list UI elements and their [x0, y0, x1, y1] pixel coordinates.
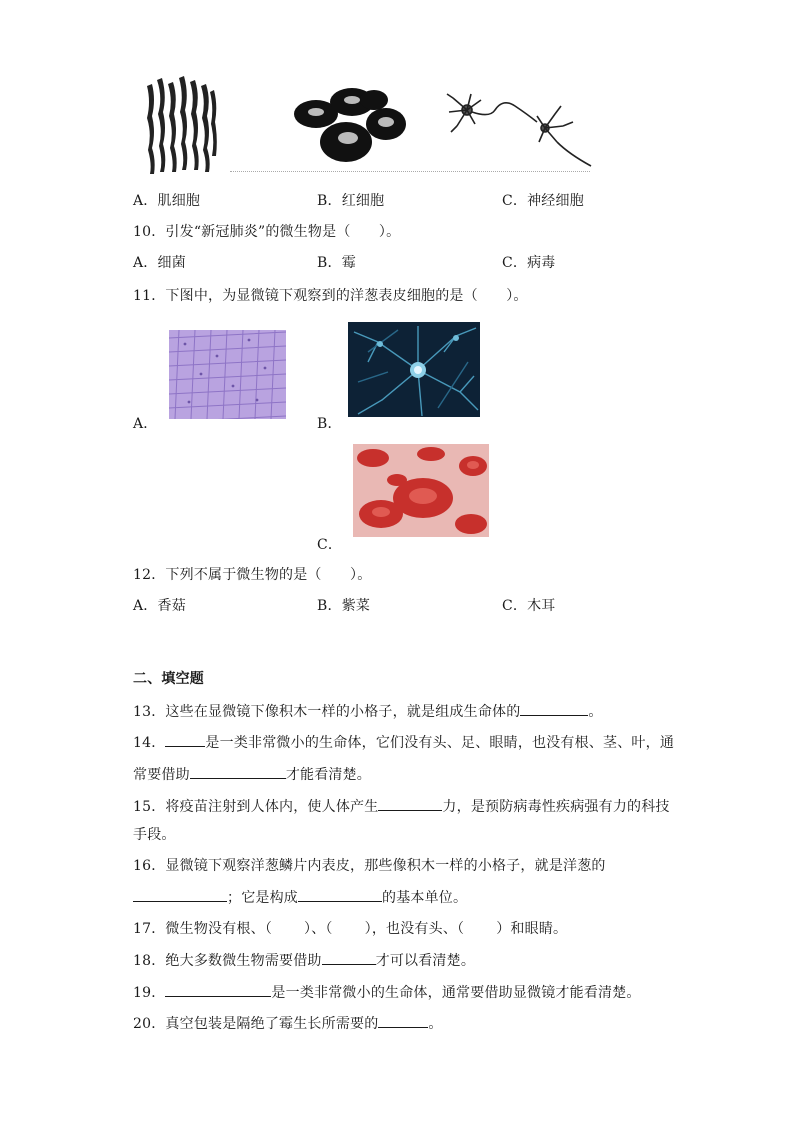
q18-text-2: 才可以看清楚。 [375, 953, 476, 969]
q17-text-2: ）、（ [304, 921, 333, 937]
q11-stem: 11．下图中，为显微镜下观察到的洋葱表皮细胞的是（ ）。 [133, 288, 528, 304]
q15-text-2: 力，是预防病毒性疾病强有力的科技 [442, 799, 670, 815]
q9-option-c: C．神经细胞 [502, 193, 584, 209]
q19-number: 19． [133, 985, 166, 1001]
q19 [133, 982, 641, 1003]
onion-cell-image [169, 330, 286, 419]
q17 [133, 919, 567, 939]
q14-blank-2[interactable] [190, 764, 286, 779]
nerve-cell-image [445, 92, 593, 168]
q18-text: 18．绝大多数微生物需要借助 [133, 953, 322, 969]
q16-blank-1[interactable] [133, 887, 227, 902]
q11-option-a: A． [133, 416, 158, 432]
q10-option-a: A．细菌 [133, 255, 186, 271]
q17-text-3: ），也没有头、（ [364, 921, 465, 937]
q11-option-b: B． [317, 416, 342, 432]
q18-blank[interactable] [322, 950, 376, 965]
q16-line1: 16．显微镜下观察洋葱鳞片内表皮，那些像积木一样的小格子，就是洋葱的 [133, 858, 606, 874]
red-blood-cell-image [290, 84, 410, 170]
q9-option-a: A．肌细胞 [133, 193, 201, 209]
q16-line2 [133, 887, 467, 908]
section-title: 二、填空题 [133, 671, 204, 687]
q12-option-a: A．香菇 [133, 598, 186, 614]
q16-text-2: 的基本单位。 [382, 890, 468, 906]
q13-text: 13．这些在显微镜下像积木一样的小格子，就是组成生命体的 [133, 704, 521, 720]
q15-blank[interactable] [378, 796, 442, 811]
q19-text: 是一类非常微小的生命体，通常要借助显微镜才能看清楚。 [271, 985, 641, 1001]
q14-line2 [133, 764, 371, 785]
q14-blank-1[interactable] [165, 732, 205, 747]
q10-option-c: C．病毒 [502, 255, 556, 271]
q15-text: 15．将疫苗注射到人体内，使人体产生 [133, 799, 379, 815]
image-baseline [230, 171, 590, 172]
q14-number: 14． [133, 735, 166, 751]
q9-option-b: B．红细胞 [317, 193, 385, 209]
q13 [133, 701, 603, 722]
q20-text-2: 。 [428, 1016, 443, 1032]
q18 [133, 950, 475, 971]
q14-text-3: 才能看清楚。 [285, 767, 372, 783]
q20-blank[interactable] [378, 1013, 428, 1028]
q14-line1 [133, 732, 674, 753]
q11-option-c: C． [317, 537, 343, 553]
q15-line2: 手段。 [133, 827, 176, 843]
q20 [133, 1013, 443, 1034]
q20-text: 20．真空包装是隔绝了霉生长所需要的 [133, 1016, 379, 1032]
q16-text: ；它是构成 [227, 890, 298, 906]
q12-option-c: C．木耳 [502, 598, 556, 614]
q15-line1 [133, 796, 670, 817]
q17-text-4: ）和眼睛。 [496, 921, 568, 937]
neuron-image [348, 322, 480, 417]
q10-option-b: B．霉 [317, 255, 356, 271]
q19-blank[interactable] [165, 982, 271, 997]
q10-stem: 10．引发“新冠肺炎”的微生物是（ ）。 [133, 224, 401, 240]
q14-text-2: 常要借助 [133, 767, 190, 783]
q12-option-b: B．紫菜 [317, 598, 371, 614]
q12-stem: 12．下列不属于微生物的是（ ）。 [133, 567, 372, 583]
q16-blank-2[interactable] [298, 887, 382, 902]
q13-blank[interactable] [520, 701, 588, 716]
q13-end: 。 [588, 704, 603, 720]
q14-text: 是一类非常微小的生命体，它们没有头、足、眼睛，也没有根、茎、叶，通 [205, 735, 675, 751]
red-cells-image [353, 444, 489, 537]
muscle-cell-image [143, 72, 219, 176]
q17-text-1: 17．微生物没有根、（ [133, 921, 273, 937]
